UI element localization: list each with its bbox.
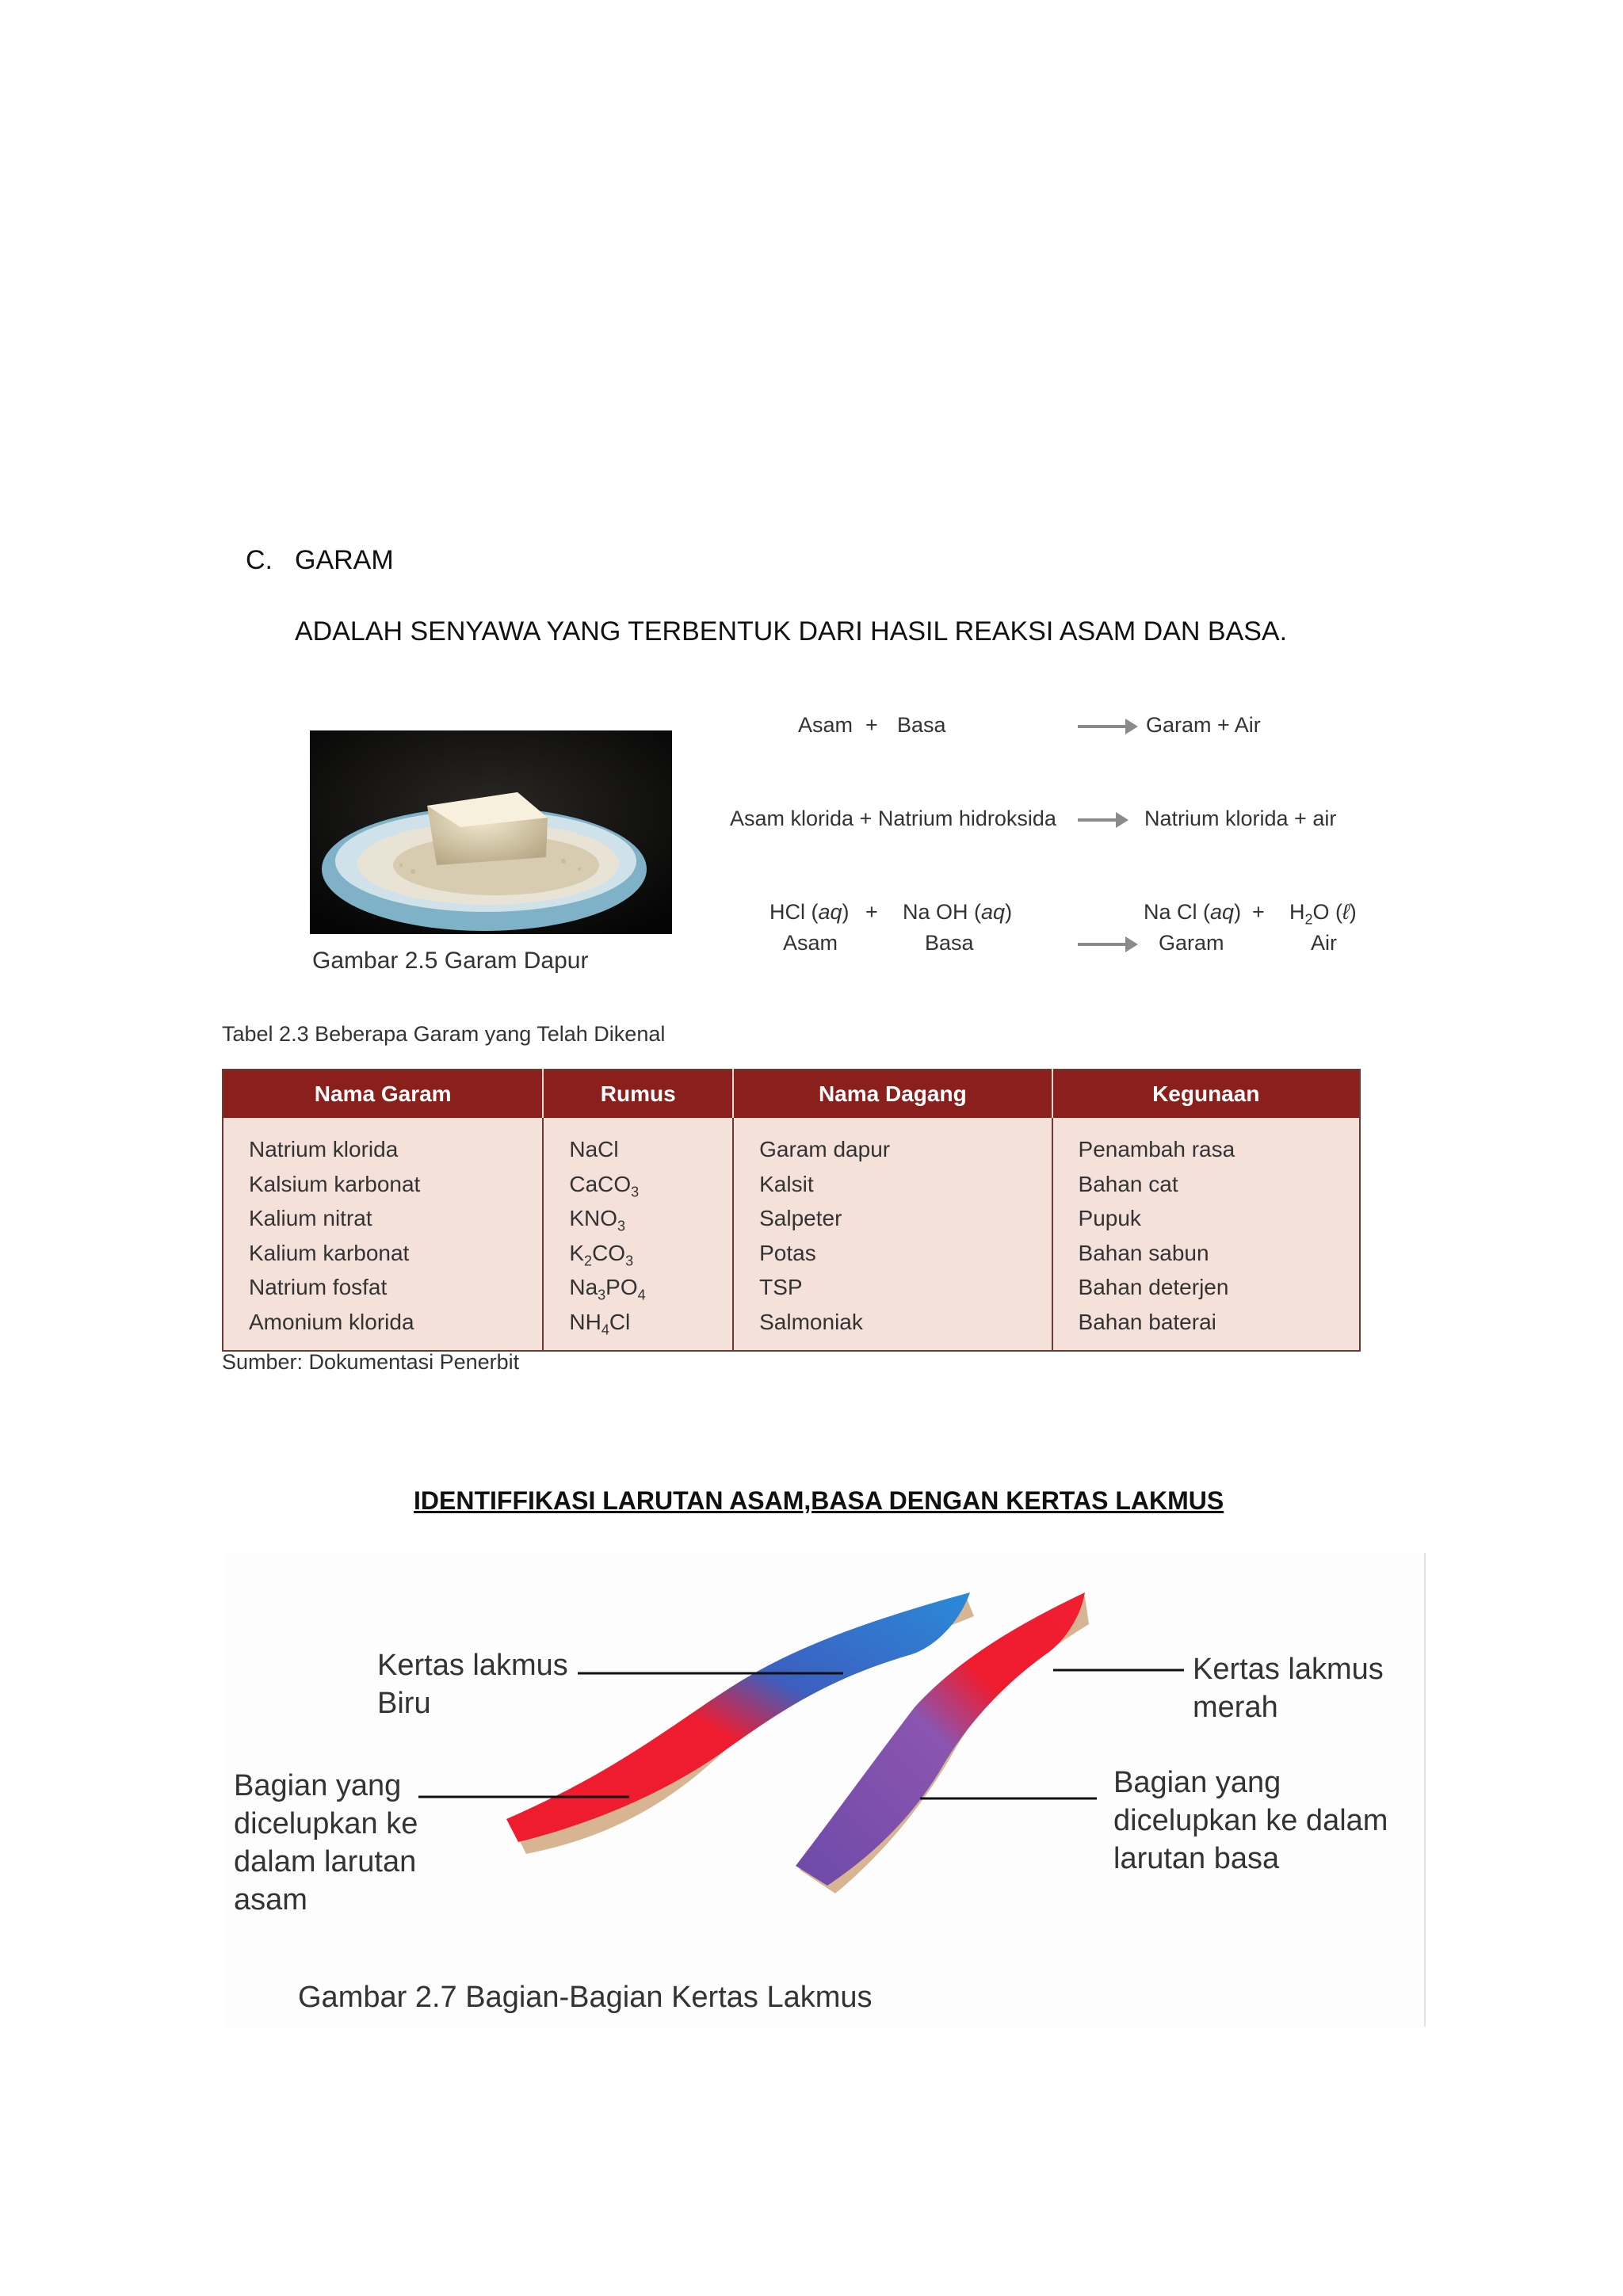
table-cell-trade: Kalsit (759, 1171, 814, 1196)
eq-words-products: Natrium klorida + air (1144, 807, 1337, 830)
column-header-kegunaan: Kegunaan (1052, 1070, 1360, 1118)
table-cell-use: Pupuk (1078, 1206, 1141, 1230)
figure-right-border (1424, 1553, 1426, 2027)
eq-formula-label-salt: Garam (1159, 931, 1224, 955)
eq-formula-reactant-1: HCl (aq) (769, 900, 850, 924)
table-cell-formula: $Na_3PO_4$ (569, 1275, 646, 1303)
eq-formula-reactant-2: Na OH (aq) (903, 900, 1013, 924)
table-cell-trade: Salmoniak (759, 1309, 863, 1334)
salt-photo-caption: Gambar 2.5 Garam Dapur (312, 948, 589, 974)
table-cell-name: Natrium fosfat (249, 1275, 388, 1299)
table-cell-use: Penambah rasa (1078, 1137, 1235, 1161)
section-letter: C. (246, 545, 273, 575)
table-cell-use: Bahan cat (1078, 1171, 1178, 1196)
litmus-figure-caption: Gambar 2.7 Bagian-Bagian Kertas Lakmus (298, 1981, 873, 2014)
table-cell-formula: $KNO_3$ (569, 1206, 626, 1234)
table-cell-formula: $NH_4Cl$ (569, 1309, 631, 1338)
table-cell-formula: CaCO$_3$ (569, 1171, 640, 1200)
table-cell-name: Kalium nitrat (249, 1206, 372, 1230)
eq-formula-label-acid: Asam (783, 931, 838, 955)
names-column (223, 1118, 543, 1351)
table-cell-formula: NaCl (569, 1137, 619, 1161)
reaction-arrow-icon (1078, 818, 1117, 822)
salt-photo (310, 730, 672, 934)
label-base-part: Bagian yang dicelupkan ke dalam larutan basa (1113, 1766, 1388, 1875)
table-caption: Tabel 2.3 Beberapa Garam yang Telah Dikenal (222, 1022, 666, 1046)
table-cell-name: Amonium klorida (249, 1309, 414, 1334)
table-cell-trade: Garam dapur (759, 1137, 891, 1161)
label-red-litmus: Kertas lakmus merah (1193, 1653, 1384, 1724)
eq-formula-product-2: $H_2O$ (ℓ) (1289, 900, 1357, 928)
table-cell-name: Kalium karbonat (249, 1240, 410, 1265)
table-cell-trade: TSP (759, 1275, 803, 1299)
eq-general-products: Garam + Air (1146, 713, 1261, 737)
label-blue-litmus: Kertas lakmus Biru (377, 1649, 568, 1720)
eq-formula-label-water: Air (1311, 931, 1337, 955)
eq-words-reactants: Asam klorida + Natrium hidroksida (730, 807, 1056, 830)
eq-formula-plus-1: + (865, 900, 878, 924)
column-header-nama-dagang: Nama Dagang (733, 1070, 1052, 1118)
eq-general-plus: + (865, 713, 878, 737)
table-cell-formula: $K_2CO_3$ (569, 1240, 634, 1269)
table-cell-name: Natrium klorida (249, 1137, 399, 1161)
eq-general-reactant-1: Asam (798, 713, 854, 737)
table-cell-trade: Potas (759, 1240, 816, 1265)
table-source: Sumber: Dokumentasi Penerbit (222, 1350, 520, 1374)
litmus-figure (225, 1553, 1426, 2028)
reaction-arrow-icon (1078, 943, 1127, 946)
trade-column (733, 1118, 1052, 1351)
table-cell-use: Bahan deterjen (1078, 1275, 1229, 1299)
table-cell-use: Bahan baterai (1078, 1309, 1216, 1334)
eq-formula-plus-2: + (1252, 900, 1265, 924)
table-cell-name: Kalsium karbonat (249, 1171, 421, 1196)
label-acid-part: Bagian yang dicelupkan ke dalam larutan asam (234, 1769, 418, 1917)
eq-formula-product-1: Na Cl (aq) (1144, 900, 1242, 924)
column-header-rumus: Rumus (543, 1070, 733, 1118)
eq-formula-label-base: Basa (925, 931, 974, 955)
eq-general-reactant-2: Basa (897, 713, 946, 737)
reaction-arrow-icon (1078, 725, 1127, 728)
section-title: GARAM (295, 545, 394, 575)
salt-table (222, 1069, 1361, 1352)
use-column (1052, 1118, 1360, 1351)
formula-column (543, 1118, 733, 1351)
section-definition: ADALAH SENYAWA YANG TERBENTUK DARI HASIL REAKSI ASAM DAN BASA. (295, 616, 1288, 646)
table-cell-trade: Salpeter (759, 1206, 842, 1230)
column-header-nama-garam: Nama Garam (223, 1070, 543, 1118)
litmus-heading: IDENTIFFIKASI LARUTAN ASAM,BASA DENGAN KERTAS LAKMUS (414, 1486, 1224, 1515)
table-cell-use: Bahan sabun (1078, 1240, 1209, 1265)
